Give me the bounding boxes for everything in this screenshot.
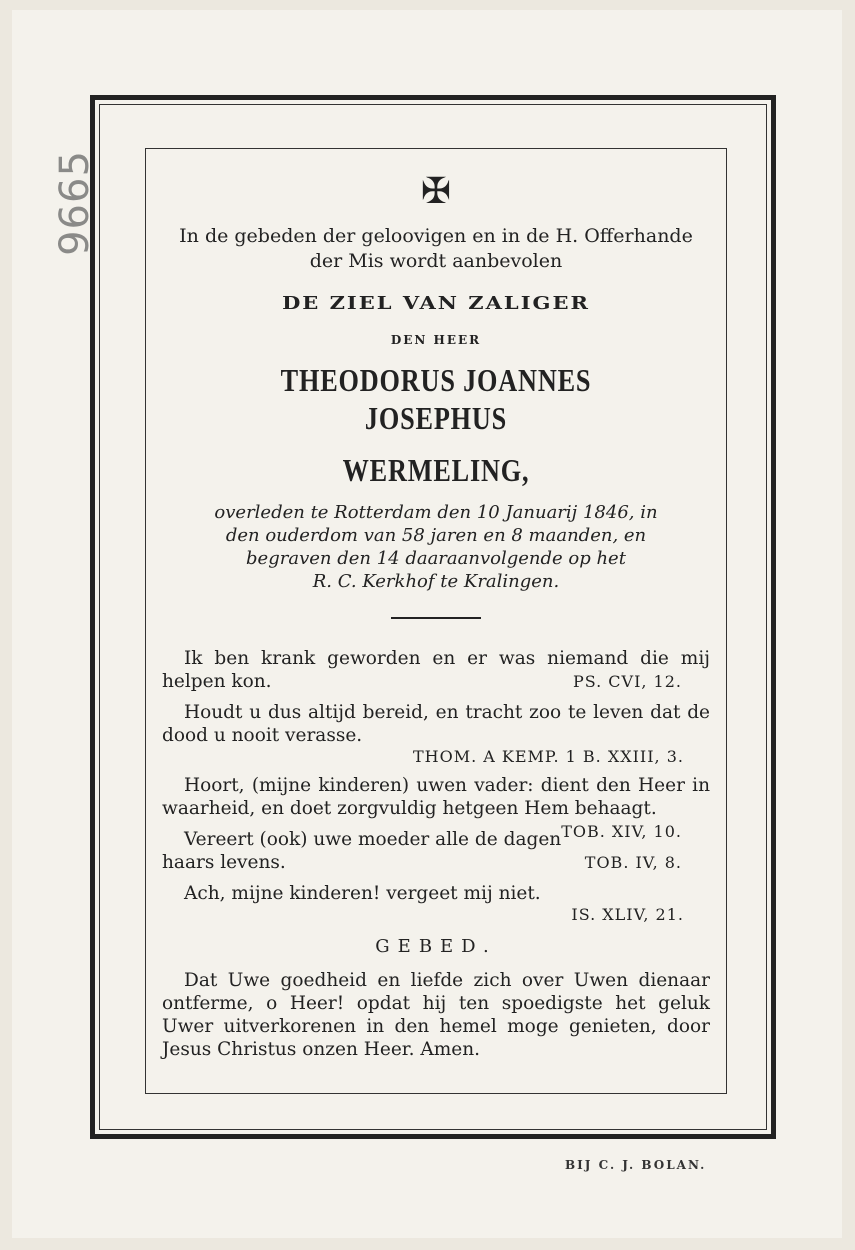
intro-line-2: der Mis wordt aanbevolen — [309, 250, 563, 272]
handwritten-archive-number: 9665 — [51, 150, 98, 256]
quote-5 — [160, 882, 712, 905]
deceased-name-line-1: THEODORUS JOANNES JOSEPHUS — [280, 362, 592, 436]
details-line-3: begraven den 14 daaraanvolgende op het — [246, 548, 626, 569]
quote-1-ref: PS. CVI, 12. — [572, 672, 682, 691]
title-line: DEN HEER — [390, 333, 482, 347]
prayer-text: Dat Uwe goedheid en liefde zich over Uwen dienaar ontferme, o Heer! opdat hij ten spoedigste het geluk Uwer uitverkorenen in den hemel moge genieten, door Jesus Christus onzen Heer. Amen. — [162, 970, 710, 1060]
quote-1-text: Ik ben krank geworden en er was niemand die mij helpen kon. — [162, 648, 710, 692]
quote-3-text: Hoort, (mijne kinderen) uwen vader: dient den Heer in waarheid, en doet zorgvuldig hetgeen Hem behaagt. — [162, 775, 710, 819]
prayer-title: GEBED. — [375, 936, 497, 957]
quote-3-ref: TOB. XIV, 10. — [561, 822, 682, 841]
quote-2-text: Houdt u dus altijd bereid, en tracht zoo te leven dat de dood u nooit verasse. — [162, 702, 710, 746]
quote-block — [160, 647, 712, 924]
cross-icon: ✠ — [420, 171, 452, 212]
quote-2 — [160, 701, 712, 747]
divider-rule — [391, 617, 481, 619]
quote-5-text: Ach, mijne kinderen! vergeet mij niet. — [184, 883, 541, 904]
headline: DE ZIEL VAN ZALIGER — [282, 291, 590, 314]
quote-4-ref: TOB. IV, 8. — [584, 853, 682, 872]
details-line-1: overleden te Rotterdam den 10 Januarij 1846, in — [214, 502, 658, 523]
death-details — [160, 501, 712, 593]
details-line-4: R. C. Kerkhof te Kralingen. — [312, 571, 560, 592]
quote-1 — [160, 647, 712, 693]
card-content — [160, 170, 712, 1069]
intro-line-1: In de gebeden der geloovigen en in de H. Offerhande — [179, 225, 693, 247]
quote-4-text: Vereert (ook) uwe moeder alle de dagen haars levens. — [162, 829, 562, 873]
quote-3 — [160, 774, 712, 841]
deceased-name-line-2: WERMELING, — [342, 452, 530, 488]
printer-imprint: BIJ C. J. BOLAN. — [565, 1158, 707, 1172]
details-line-2: den ouderdom van 58 jaren en 8 maanden, en — [225, 525, 647, 546]
prayer — [160, 969, 712, 1061]
quote-2-ref: THOM. A KEMP. 1 B. XXIII, 3. — [412, 747, 684, 766]
quote-5-ref: IS. XLIV, 21. — [571, 905, 684, 924]
